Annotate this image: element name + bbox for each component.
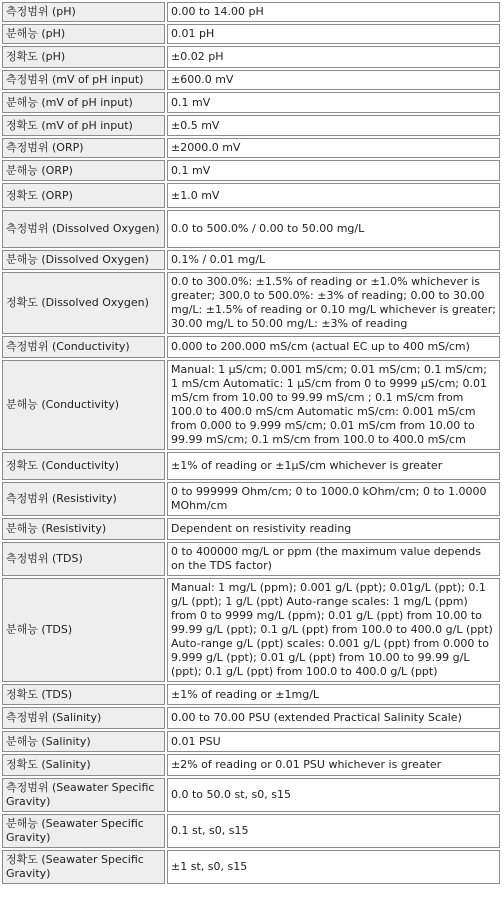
spec-row <box>2 210 500 248</box>
spec-value: 0.0 to 500.0% / 0.00 to 50.00 mg/L <box>167 210 500 248</box>
spec-row <box>2 92 500 113</box>
spec-row <box>2 518 500 540</box>
spec-label: 정확도 (Conductivity) <box>2 452 165 480</box>
spec-label: 분해능 (Salinity) <box>2 731 165 752</box>
spec-row <box>2 542 500 576</box>
spec-row <box>2 272 500 334</box>
spec-label: 정확도 (TDS) <box>2 684 165 705</box>
spec-value: 0.0 to 300.0%: ±1.5% of reading or ±1.0% whichever is greater; 300.0 to 500.0%: ±3% of reading; 0.00 to 30.00 mg/L: ±1.5% of reading or 0.10 mg/L whichever is greater; 30.00 mg/L to 50.00 mg/L: ±3% of reading <box>167 272 500 334</box>
spec-label: 측정범위 (TDS) <box>2 542 165 576</box>
spec-label: 정확도 (pH) <box>2 46 165 68</box>
spec-row <box>2 70 500 90</box>
spec-label: 측정범위 (ORP) <box>2 138 165 158</box>
spec-label: 측정범위 (Dissolved Oxygen) <box>2 210 165 248</box>
spec-value: 0 to 400000 mg/L or ppm (the maximum value depends on the TDS factor) <box>167 542 500 576</box>
spec-row <box>2 850 500 884</box>
spec-label: 측정범위 (Salinity) <box>2 707 165 729</box>
spec-row <box>2 115 500 136</box>
spec-label: 정확도 (Dissolved Oxygen) <box>2 272 165 334</box>
spec-label: 분해능 (Conductivity) <box>2 360 165 450</box>
spec-value: ±2% of reading or 0.01 PSU whichever is greater <box>167 754 500 776</box>
spec-row <box>2 778 500 812</box>
spec-row <box>2 482 500 516</box>
spec-row <box>2 360 500 450</box>
spec-value: ±2000.0 mV <box>167 138 500 158</box>
spec-row <box>2 138 500 158</box>
spec-row <box>2 814 500 848</box>
spec-label: 측정범위 (Seawater Specific Gravity) <box>2 778 165 812</box>
spec-value: 0.1 mV <box>167 160 500 181</box>
spec-label: 분해능 (TDS) <box>2 578 165 682</box>
spec-row <box>2 160 500 181</box>
spec-label: 측정범위 (Resistivity) <box>2 482 165 516</box>
spec-value: ±600.0 mV <box>167 70 500 90</box>
spec-value: 0.01 PSU <box>167 731 500 752</box>
spec-row <box>2 250 500 270</box>
spec-value: 0.00 to 70.00 PSU (extended Practical Salinity Scale) <box>167 707 500 729</box>
spec-row <box>2 578 500 682</box>
spec-label: 분해능 (Seawater Specific Gravity) <box>2 814 165 848</box>
spec-label: 분해능 (pH) <box>2 24 165 44</box>
spec-label: 정확도 (ORP) <box>2 183 165 208</box>
spec-value: 0.1 st, s0, s15 <box>167 814 500 848</box>
spec-value: 0.1% / 0.01 mg/L <box>167 250 500 270</box>
spec-label: 측정범위 (mV of pH input) <box>2 70 165 90</box>
spec-value: 0 to 999999 Ohm/cm; 0 to 1000.0 kOhm/cm; 0 to 1.0000 MOhm/cm <box>167 482 500 516</box>
spec-value: ±1.0 mV <box>167 183 500 208</box>
spec-row <box>2 754 500 776</box>
spec-label: 정확도 (mV of pH input) <box>2 115 165 136</box>
spec-row <box>2 684 500 705</box>
spec-value: ±0.02 pH <box>167 46 500 68</box>
spec-value: Dependent on resistivity reading <box>167 518 500 540</box>
spec-label: 측정범위 (pH) <box>2 2 165 22</box>
spec-value: 0.01 pH <box>167 24 500 44</box>
spec-row <box>2 452 500 480</box>
spec-row <box>2 2 500 22</box>
spec-label: 분해능 (Dissolved Oxygen) <box>2 250 165 270</box>
spec-label: 분해능 (mV of pH input) <box>2 92 165 113</box>
spec-label: 분해능 (ORP) <box>2 160 165 181</box>
spec-label: 측정범위 (Conductivity) <box>2 336 165 358</box>
spec-value: 0.0 to 50.0 st, s0, s15 <box>167 778 500 812</box>
spec-row <box>2 183 500 208</box>
spec-row <box>2 707 500 729</box>
spec-value: 0.1 mV <box>167 92 500 113</box>
spec-label: 정확도 (Salinity) <box>2 754 165 776</box>
spec-value: 0.000 to 200.000 mS/cm (actual EC up to 400 mS/cm) <box>167 336 500 358</box>
spec-row <box>2 24 500 44</box>
spec-value: ±1% of reading or ±1mg/L <box>167 684 500 705</box>
spec-value: ±1% of reading or ±1µS/cm whichever is greater <box>167 452 500 480</box>
spec-value: Manual: 1 mg/L (ppm); 0.001 g/L (ppt); 0.01g/L (ppt); 0.1 g/L (ppt); 1 g/L (ppt) Auto-range scales: 1 mg/L (ppm) from 0 to 9999 mg/L (ppm); 0.01 g/L (ppt) from 10.00 to 99.99 g/L (ppt); 0.1 g/L (ppt) from 100.0 to 400.0 g/L (ppt) Auto-range g/L (ppt) scales: 0.001 g/L (ppt) from 0.000 to 9.999 g/L (ppt); 0.01 g/L (ppt) from 10.00 to 99.99 g/L (ppt); 0.1 g/L (ppt) from 100.0 to 400.0 g/L (ppt) <box>167 578 500 682</box>
spec-value: 0.00 to 14.00 pH <box>167 2 500 22</box>
spec-row <box>2 731 500 752</box>
spec-label: 정확도 (Seawater Specific Gravity) <box>2 850 165 884</box>
spec-value: ±1 st, s0, s15 <box>167 850 500 884</box>
spec-row <box>2 46 500 68</box>
spec-value: Manual: 1 µS/cm; 0.001 mS/cm; 0.01 mS/cm; 0.1 mS/cm; 1 mS/cm Automatic: 1 µS/cm from 0 to 9999 µS/cm; 0.01 mS/cm from 10.00 to 99.99 mS/cm ; 0.1 mS/cm from 100.0 to 400.0 mS/cm Automatic mS/cm: 0.001 mS/cm from 0.000 to 9.999 mS/cm; 0.01 mS/cm from 10.00 to 99.99 mS/cm; 0.1 mS/cm from 100.0 to 400.0 mS/cm <box>167 360 500 450</box>
spec-label: 분해능 (Resistivity) <box>2 518 165 540</box>
spec-table-body <box>2 2 500 884</box>
spec-value: ±0.5 mV <box>167 115 500 136</box>
spec-row <box>2 336 500 358</box>
